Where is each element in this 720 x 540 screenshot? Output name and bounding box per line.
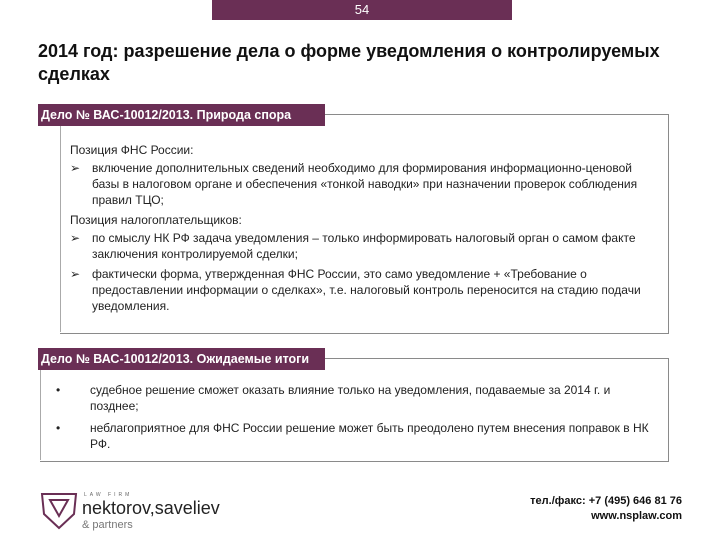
- section2-content: [52, 382, 652, 458]
- website-link[interactable]: www.nsplaw.com: [591, 510, 682, 522]
- list-item: [70, 160, 660, 208]
- logo-sub: & partners: [82, 519, 133, 531]
- list-item-text: по смыслу НК РФ задача уведомления – только информировать налоговый орган о самом факте заключения контролируемой сделки;: [92, 231, 636, 261]
- contacts-block: [530, 494, 682, 524]
- list-item-text: судебное решение сможет оказать влияние только на уведомления, подаваемые за 2014 г. и позднее;: [90, 383, 611, 413]
- list-item: [52, 382, 652, 414]
- logo-name: nektorov,saveliev: [82, 498, 220, 518]
- section-header-nature-of-dispute: Дело № ВАС-10012/2013. Природа спора: [38, 104, 325, 126]
- list-item-text: включение дополнительных сведений необходимо для формирования информационно-ценовой базы в налоговом органе и обеспечения «тонкой наводки» при назначении проверок соблюдения правил ТЦО;: [92, 161, 638, 207]
- bullet-icon: •: [56, 421, 61, 435]
- arrow-bullet-icon: ➢: [70, 231, 81, 245]
- page-number: 54: [212, 0, 512, 20]
- bullet-icon: •: [56, 383, 61, 397]
- fns-position-heading: Позиция ФНС России:: [70, 143, 194, 157]
- section1-frame-left: [60, 126, 61, 332]
- arrow-bullet-icon: ➢: [70, 267, 81, 281]
- list-item-text: фактически форма, утвержденная ФНС России, это само уведомление + «Требование о предоставлении информации о сделках», т.е. налоговый контроль переносится на стадию подачи уведомления.: [92, 267, 641, 313]
- section2-frame-left: [40, 370, 41, 460]
- logo-top-text: LAW FIRM: [84, 492, 133, 498]
- company-logo: [40, 486, 240, 532]
- arrow-bullet-icon: ➢: [70, 161, 81, 175]
- list-item-text: неблагоприятное для ФНС России решение может быть преодолено путем внесения поправок в НК РФ.: [90, 421, 649, 451]
- section-header-expected-results: Дело № ВАС-10012/2013. Ожидаемые итоги: [38, 348, 325, 370]
- section1-content: [70, 142, 660, 318]
- shield-logo-icon: [42, 494, 76, 528]
- phone-fax: тел./факс: +7 (495) 646 81 76: [530, 495, 682, 507]
- slide-title: 2014 год: разрешение дела о форме уведомления о контролируемых сделках: [38, 41, 660, 84]
- list-item: [70, 230, 660, 262]
- list-item: [70, 266, 660, 314]
- list-item: [52, 420, 652, 452]
- taxpayers-position-heading: Позиция налогоплательщиков:: [70, 213, 242, 227]
